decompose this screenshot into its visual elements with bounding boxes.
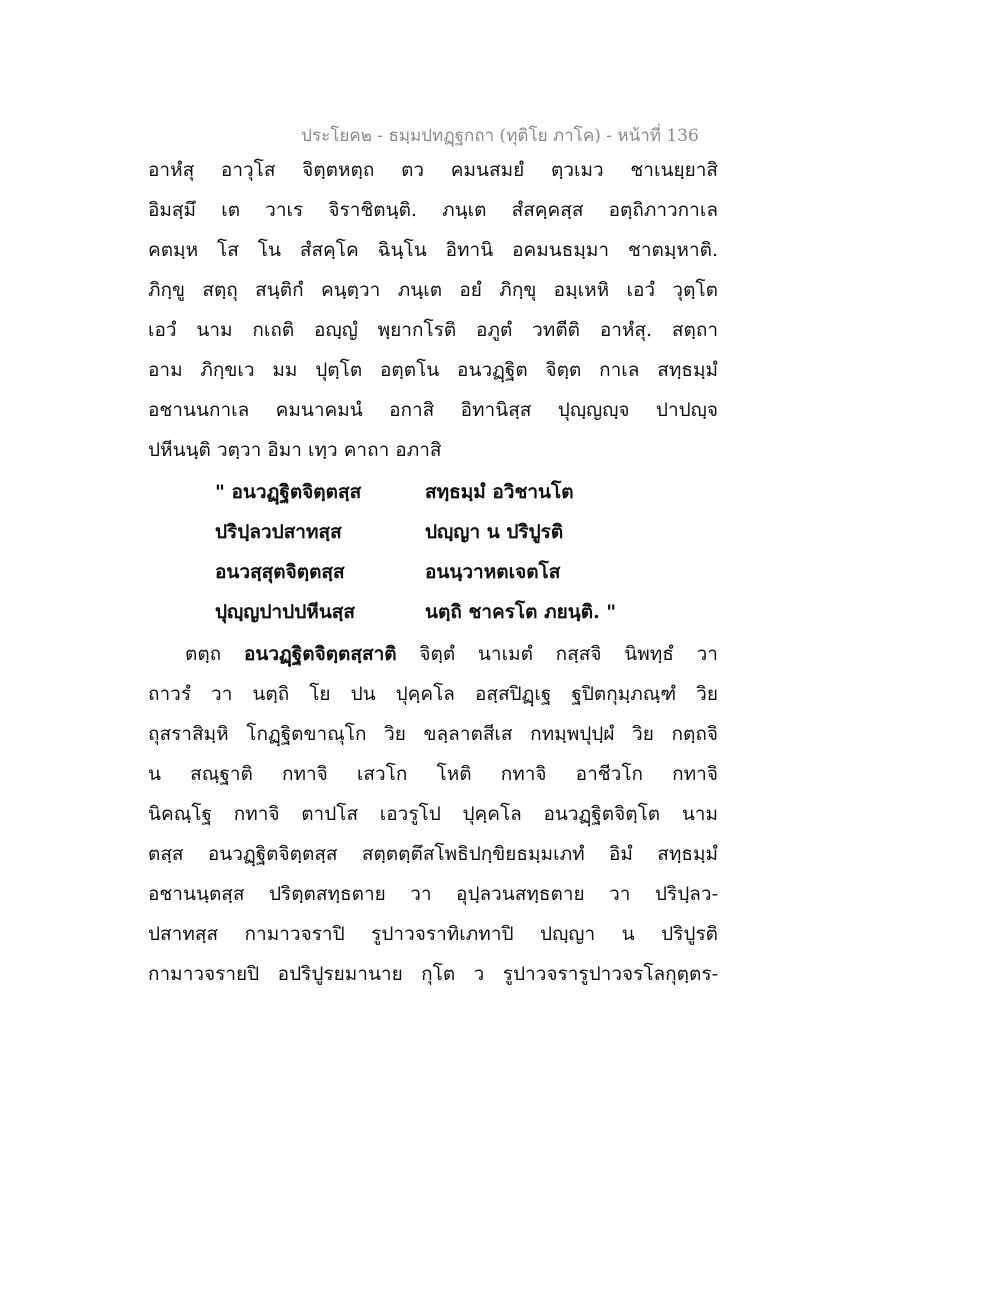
text-line: น สณฺฐาติ กทาจิ เสวโก โหติ กทาจิ อาชีวโก กทาจิ [148, 763, 718, 785]
verse-line [215, 518, 563, 546]
verse-line [215, 598, 616, 626]
text-line: ปหีนนฺติ วตฺวา อิมา เทฺว คาถา อภาสิ [148, 439, 442, 461]
text-line: เอวํ นาม กเถติ อญฺญํ พฺยากโรติ อภูตํ วทตีติ อาหํสุ. สตฺถา [148, 319, 718, 341]
text-line: อชานนกาเล คมนาคมนํ อกาสิ อิทานิสฺส ปุญฺญญฺจ ปาปญฺจ [148, 399, 718, 421]
verse-half-b: อนนฺวาหตเจตโส [425, 561, 561, 583]
verse-half-b: สทฺธมฺมํ อวิชานโต [425, 481, 574, 503]
text-line: กามาวจรายปิ อปริปูรยมานาย กุโต ว รูปาวจรารูปาวจรโลกุตฺตร- [148, 963, 718, 985]
text-line: อิมสฺมึ เต วาเร จิราชิตนฺติ. ภนฺเต สํสคฺคสฺส อตฺถิภาวกาเล [148, 199, 718, 221]
text-line: ภิกฺขู สตฺถุ สนฺติกํ คนฺตฺวา ภนฺเต อยํ ภิกฺขุ อมฺเหหิ เอวํ วุตฺโต [148, 279, 718, 301]
commentary-intro: ตตฺถ [185, 643, 222, 665]
text-line: อาม ภิกฺขเว มม ปุตฺโต อตฺตโน อนวฏฺฐิต จิตฺต กาเล สทฺธมฺมํ [148, 359, 718, 381]
verse-half-b: นตฺถิ ชาครโต ภยนฺติ. " [425, 601, 617, 623]
commentary-text: จิตฺตํ นาเมตํ กสฺสจิ นิพทฺธํ วา [419, 643, 718, 665]
verse-half-a: ปริปฺลวปสาทสฺส [215, 521, 342, 543]
text-line: อชานนฺตสฺส ปริตฺตสทฺธตาย วา อุปฺลวนสทฺธตาย วา ปริปฺลว- [148, 883, 718, 905]
text-line: ปสาทสฺส กามาวจราปิ รูปาวจราทิเภทาปิ ปญฺญา น ปริปูรติ [148, 923, 718, 945]
text-line: คตมฺห โส โน สํสคฺโค ฉินฺโน อิทานิ อคมนธมฺมา ชาตมฺหาติ. [148, 239, 718, 261]
text-line: อาหํสุ อาวุโส จิตฺตหตฺถ ตว คมนสมยํ ตฺวเมว ชาเนยฺยาสิ [148, 159, 718, 181]
verse-line [215, 478, 574, 506]
text-line: ถาวรํ วา นตฺถิ โย ปน ปุคฺคโล อสฺสปิฏฺเฐ ฐปิตกุมฺภณฺฑํ วิย [148, 683, 718, 705]
page-header: ประโยค๒ - ธมฺมปทฏฺฐกถา (ทุติโย ภาโค) - หน้าที่ 136 [301, 126, 699, 146]
text-line: ถุสราสิมฺหิ โกฏฺฐิตขาณุโก วิย ขลฺลาตสีเส กทมฺพปุปฺผํ วิย กตฺถจิ [148, 723, 718, 745]
text-line: ตสฺส อนวฏฺฐิตจิตฺตสฺส สตฺตตฺตึสโพธิปกฺขิยธมฺมเภทํ อิมํ สทฺธมฺมํ [148, 843, 718, 865]
text-line [185, 640, 718, 668]
commentary-term: อนวฏฺฐิตจิตฺตสฺสาติ [243, 643, 397, 665]
text-line: นิคณฺโฐ กทาจิ ตาปโส เอวรูโป ปุคฺคโล อนวฏฺฐิตจิตฺโต นาม [148, 803, 718, 825]
verse-half-a: " อนวฏฺฐิตจิตฺตสฺส [215, 481, 362, 503]
verse-half-a: อนวสฺสุตจิตฺตสฺส [215, 561, 345, 583]
verse-half-a: ปุญฺญปาปปหีนสฺส [215, 601, 355, 623]
verse-line [215, 558, 560, 586]
verse-half-b: ปญฺญา น ปริปูรติ [425, 521, 564, 543]
